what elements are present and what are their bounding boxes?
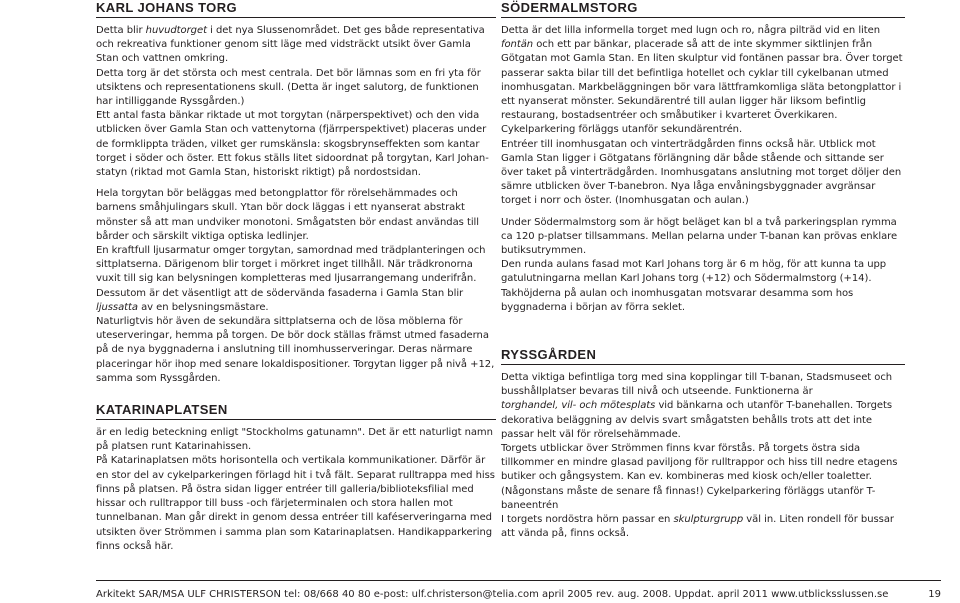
paragraph: Ett antal fasta bänkar riktade ut mot torgytan (närperspektivet) och den vida utblicken över Gamla Stan och vattenytorna (fjärrperspektivet) placeras under de formklippta träden, vilket ger rumskänsla: skogsbrynseffekten som kantar torget i söder och öster. Ett fokus ställs litet sidoordnat på torgytan, Karl Johan-statyn (riktad mot Gamla Stan, historiskt riktigt) på nordostsidan.: [96, 110, 489, 179]
paragraph: Den runda aulans fasad mot Karl Johans torg är 6 m hög, för att kunna ta upp gatulutningarna mellan Karl Johans torg (+12) och Södermalmstorg (+14). Takhöjderna på aulan och inomhusgatan motsvarar desamma som hos byggnaderna i början av förra seklet.: [501, 259, 887, 313]
paragraph: Detta viktiga befintliga torg med sina kopplingar till T-banan, Stadsmuseet och busshållplatser bevaras till nivå och utseende. Funktionerna är torghandel, vil- och mötesplats vid bänkarna och utanför T-banehallen. Torgets dekorativa beläggning av delvis svart smågatsten behålls trots att det inte passar helt väl för rörelsehämmade.: [501, 372, 893, 440]
paragraph: Detta torg är det största och mest centrala. Det bör lämnas som en fri yta för utsiktens och representationens skull. (Detta är inget salutorg, de funktionen har intilliggande Ryssgården.): [96, 67, 481, 108]
paragraph: Detta är det lilla informella torget med lugn och ro, några pilträd vid en liten fontän och ett par bänkar, placerade så att de inte skymmer siktlinjen från Götgatan mot Gamla Stan. En liten skulptur vid fontänen passar bra. Över torget passerar sakta bilar till det befintliga hotellet och cyklar till cykelbanan utmed inomhusgatan. Markbeläggningen bör vara lättframkomliga släta betongplattor i ett nyanserat mönster. Sekundärentré till aulan ligger här liksom befintlig restaurang, bostadsentréer och småbutiker i kvarteret Överkikaren. Cykelparkering förläggs utanför sekundärentrén.: [501, 25, 903, 136]
paragraph: En kraftfull ljusarmatur omger torgytan, samordnad med trädplanteringen och sittplatserna. Därigenom blir torget i mörkret inget tillhåll. När trädkronorna vuxit till sig kan belysningen kompletteras med ljusarrangemang underifrån. Dessutom är det väsentligt att de södervända fasaderna i Gamla Stan blir ljussatta av en belysningsmästare.: [96, 245, 486, 313]
left-column: [96, 0, 496, 554]
paragraph: Entréer till inomhusgatan och vinterträdgården finns också här. Utblick mot Gamla Stan ligger i Götgatans förlängning där både stående och sittande ser över taket på vinterträdgården. Inomhusgatans anslutning mot torget döljer den sämre utblicken över T-banebron. Nya låga envåningsbyggnader avgränsar torget i norr och öster. (Inomhusgatan och aulan.): [501, 138, 902, 207]
paragraph: är en ledig beteckning enligt "Stockholms gatunamn". Det är ett naturligt namn på platsen runt Katarinahissen.: [96, 427, 493, 453]
heading-sodermalmstorg: SÖDERMALMSTORG: [501, 0, 638, 15]
right-column: [501, 0, 905, 542]
heading-karl-johans-torg: KARL JOHANS TORG: [96, 0, 237, 15]
paragraph: Under Södermalmstorg som är högt beläget kan bl a två parkeringsplan rymma ca 120 p-platser tillsammans. Mellan pelarna under T-banan kan prövas enklare butiksutrymmen.: [501, 216, 898, 257]
page-footer: [96, 580, 941, 600]
footer-credits: Arkitekt SAR/MSA ULF CHRISTERSON tel: 08/668 40 80 e-post: ulf.christerson@telia.com april 2005 rev. aug. 2008. Uppdat. april 2011 www.utblicksslussen.se: [96, 589, 889, 600]
page-number: 19: [928, 589, 941, 600]
paragraph: Detta blir huvudtorget i det nya Slussenområdet. Det ges både representativa och rekreativa funktioner genom sitt läge med vidsträckt utsikt över Gamla Stan och vattnen omkring.: [96, 25, 485, 65]
heading-ryssgarden: RYSSGÅRDEN: [501, 347, 597, 363]
paragraph: Naturligtvis hör även de sekundära sittplatserna och de lösa möblerna för uteserveringar, hemma på torgen. De bör dock ställas främst utmed fasaderna på de nya byggnaderna i anslutning till inomhusserveringar. Deras närmare placeringar hör ihop med senare lokaldispositioner. Torgytan ligger på nivå +12, samma som Ryssgården.: [96, 316, 495, 384]
heading-katarinaplatsen: KATARINAPLATSEN: [96, 402, 228, 418]
paragraph: Hela torgytan bör beläggas med betongplattor för rörelsehämmades och barnens småhjulingars skull. Ytan bör dock läggas i ett nyanserat abstrakt mönster så att man undviker monotoni. Smågatsten bör endast användas till bårder och särskilt viktiga optiska ledlinjer.: [96, 188, 480, 242]
paragraph: I torgets nordöstra hörn passar en skulpturgrupp väl in. Liten rondell för bussar att vända på, finns också.: [501, 514, 894, 540]
paragraph: På Katarinaplatsen möts horisontella och vertikala kommunikationer. Därför är en stor del av cykelparkeringen förlagd hit i två fält. Separat rulltrappa med hiss finns på platsen. På östra sidan ligger entréer till galleria/biblioteksfilial med hissar och rulltrappor till buss -och färjeterminalen och stora hallen mot tunnelbanan. Man går direkt in genom dessa entréer till kaféserveringarna med utsikten över Strömmen i samma plan som Katarinaplatsen. Handikapparkering finns också här.: [96, 455, 495, 552]
paragraph: Torgets utblickar över Strömmen finns kvar förstås. På torgets östra sida tillkommer en mindre glasad paviljong för rulltrappor och hiss till nedre etagens butiker och gångsystem. Kan ev. kombineras med kiosk och/eller toaletter. (Någonstans måste de senare få finnas!) Cykelparkering förläggs utanför T-baneentrén: [501, 443, 898, 511]
